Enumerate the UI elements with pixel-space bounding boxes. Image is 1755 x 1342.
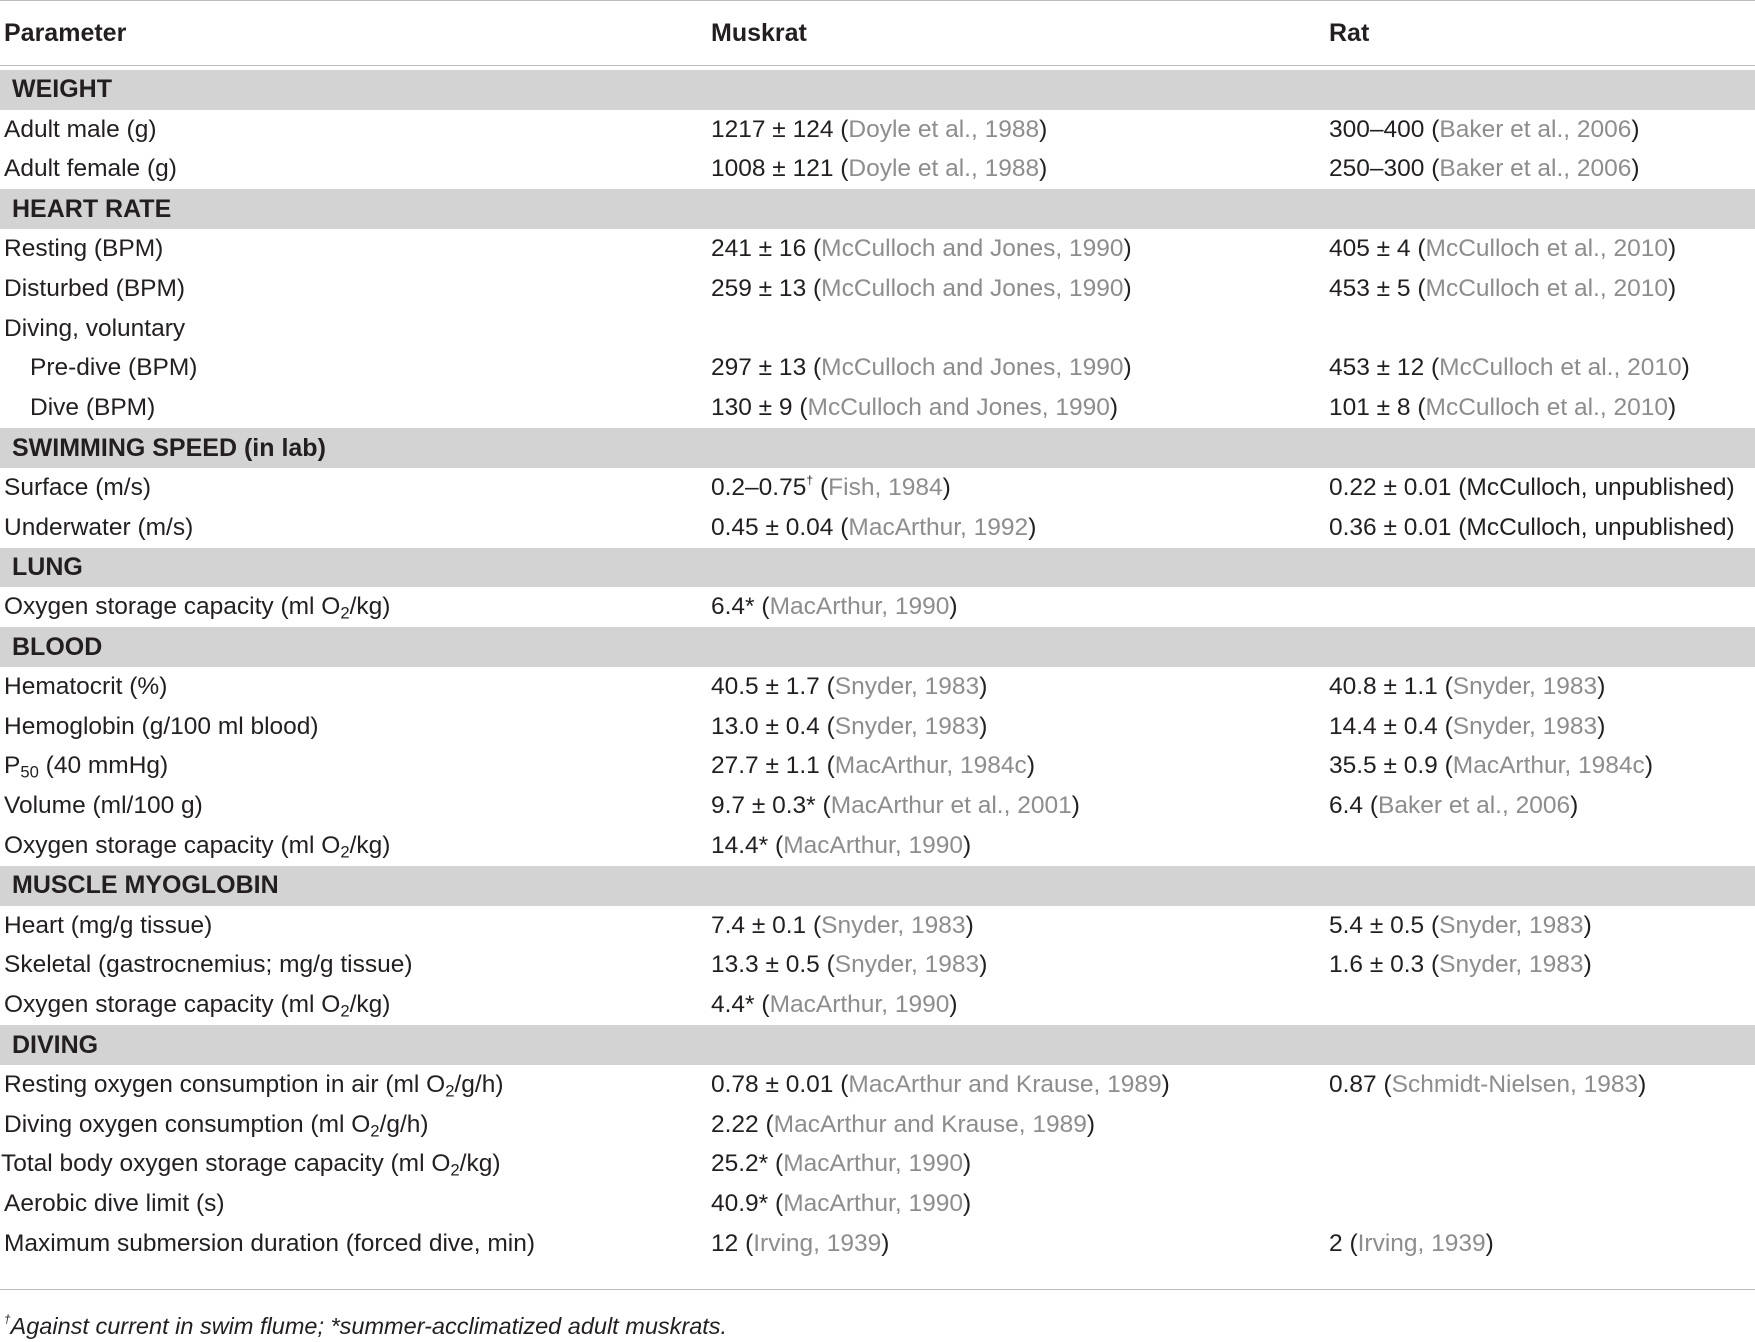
muskrat-value: 9.7 ± 0.3* <box>711 792 816 820</box>
table-row <box>0 468 1755 508</box>
muskrat-value: 0.78 ± 0.01 <box>711 1070 834 1098</box>
parameter-label: Underwater (m/s) <box>4 513 194 541</box>
rat-cell: 405 ± 4 (McCulloch et al., 2010) <box>1329 235 1677 263</box>
table-row <box>0 587 1755 627</box>
section-header: WEIGHT <box>0 70 1755 110</box>
parameter-subscript: 2 <box>340 842 350 862</box>
muskrat-reference: MacArthur and Krause, 1989 <box>848 1070 1162 1098</box>
parameter-cell <box>0 1190 711 1218</box>
table-row <box>0 1145 1755 1185</box>
footnote-dagger: † <box>4 1313 11 1327</box>
parameter-label: Heart (mg/g tissue) <box>4 911 213 939</box>
parameter-label: Maximum submersion duration (forced dive, min) <box>4 1230 536 1257</box>
table-row <box>0 667 1755 707</box>
parameter-cell <box>0 474 711 502</box>
muskrat-cell: 6.4* (MacArthur, 1990) <box>711 593 958 621</box>
parameter-label: Resting oxygen consumption in air (ml O <box>4 1070 446 1098</box>
muskrat-cell: 13.3 ± 0.5 (Snyder, 1983) <box>711 951 988 979</box>
muskrat-reference: Snyder, 1983 <box>834 951 980 979</box>
muskrat-cell: 40.5 ± 1.7 (Snyder, 1983) <box>711 672 988 700</box>
parameter-cell <box>0 354 711 382</box>
rat-cell: 0.36 ± 0.01 (McCulloch, unpublished) <box>1329 513 1735 541</box>
rat-value: 250–300 <box>1329 155 1425 183</box>
muskrat-cell: 9.7 ± 0.3* (MacArthur et al., 2001) <box>711 792 1080 820</box>
section-header: HEART RATE <box>0 189 1755 229</box>
muskrat-reference: MacArthur, 1990 <box>783 1190 963 1218</box>
muskrat-value: 259 ± 13 <box>711 274 807 302</box>
muskrat-cell: 0.45 ± 0.04 (MacArthur, 1992) <box>711 513 1037 541</box>
section-header: MUSCLE MYOGLOBIN <box>0 866 1755 906</box>
parameter-label: P <box>4 752 21 780</box>
parameter-cell <box>0 951 711 979</box>
parameter-label: Total body oxygen storage capacity (ml O <box>1 1150 451 1178</box>
rat-cell: 300–400 (Baker et al., 2006) <box>1329 115 1640 143</box>
rat-value: 0.87 <box>1329 1070 1377 1098</box>
rat-value: 14.4 ± 0.4 <box>1329 712 1438 740</box>
muskrat-cell: 2.22 (MacArthur and Krause, 1989) <box>711 1110 1096 1138</box>
muskrat-reference: MacArthur and Krause, 1989 <box>773 1110 1087 1138</box>
parameter-label: Hemoglobin (g/100 ml blood) <box>4 712 319 740</box>
muskrat-cell: 297 ± 13 (McCulloch and Jones, 1990) <box>711 354 1132 382</box>
table-row <box>0 1105 1755 1145</box>
parameter-label: Pre-dive (BPM) <box>30 354 198 382</box>
muskrat-value: 2.22 <box>711 1110 759 1138</box>
muskrat-cell: 0.78 ± 0.01 (MacArthur and Krause, 1989) <box>711 1070 1170 1098</box>
parameter-label: Dive (BPM) <box>30 394 156 422</box>
parameter-label: Disturbed (BPM) <box>4 274 186 302</box>
rat-value: 6.4 <box>1329 792 1364 820</box>
rat-reference: McCulloch, unpublished <box>1466 473 1727 501</box>
rat-reference: Baker et al., 2006 <box>1439 115 1632 143</box>
parameter-cell <box>0 514 711 542</box>
rat-reference: McCulloch et al., 2010 <box>1425 235 1668 263</box>
muskrat-reference: MacArthur, 1984c <box>834 752 1027 780</box>
rat-value: 453 ± 12 <box>1329 354 1425 382</box>
muskrat-value: 130 ± 9 <box>711 394 793 422</box>
muskrat-cell: 12 (Irving, 1939) <box>711 1230 890 1257</box>
parameter-cell <box>0 394 711 422</box>
muskrat-cell: 13.0 ± 0.4 (Snyder, 1983) <box>711 712 988 740</box>
parameter-cell <box>0 1111 711 1139</box>
parameter-subscript: 50 <box>20 763 39 783</box>
section-header: LUNG <box>0 548 1755 588</box>
parameter-label: Surface (m/s) <box>4 473 152 501</box>
table-row <box>0 388 1755 428</box>
table-row <box>0 229 1755 269</box>
section-header: DIVING <box>0 1025 1755 1065</box>
muskrat-value: 14.4* <box>711 832 769 860</box>
parameter-cell <box>0 1150 708 1181</box>
rat-value: 0.22 ± 0.01 <box>1329 473 1452 501</box>
muskrat-reference: Fish, 1984 <box>828 473 943 501</box>
parameter-label-end: /kg) <box>349 593 391 621</box>
parameter-cell <box>0 235 711 263</box>
muskrat-reference: Doyle et al., 1988 <box>848 115 1040 143</box>
rat-cell: 14.4 ± 0.4 (Snyder, 1983) <box>1329 712 1606 740</box>
muskrat-value: 0.45 ± 0.04 <box>711 513 834 541</box>
muskrat-cell: 27.7 ± 1.1 (MacArthur, 1984c) <box>711 752 1035 780</box>
rat-cell: 2 (Irving, 1939) <box>1329 1230 1494 1257</box>
rat-cell: 1.6 ± 0.3 (Snyder, 1983) <box>1329 951 1592 979</box>
rat-cell: 35.5 ± 0.9 (MacArthur, 1984c) <box>1329 752 1653 780</box>
rat-value: 2 <box>1329 1230 1343 1257</box>
table-row <box>0 269 1755 309</box>
table-row <box>0 747 1755 787</box>
parameter-label: Adult female (g) <box>4 155 177 183</box>
rat-value: 405 ± 4 <box>1329 235 1411 263</box>
rat-reference: MacArthur, 1984c <box>1452 752 1645 780</box>
rat-reference: Snyder, 1983 <box>1452 712 1598 740</box>
muskrat-reference: MacArthur, 1990 <box>769 991 950 1019</box>
table-row <box>0 946 1755 986</box>
muskrat-cell: 130 ± 9 (McCulloch and Jones, 1990) <box>711 394 1119 422</box>
table-row <box>0 786 1755 826</box>
rat-cell: 453 ± 12 (McCulloch et al., 2010) <box>1329 354 1690 382</box>
muskrat-value: 1217 ± 124 <box>711 115 834 143</box>
muskrat-value: 27.7 ± 1.1 <box>711 752 820 780</box>
parameter-cell <box>0 832 711 860</box>
header-rat: Rat <box>1329 18 1370 47</box>
rat-cell: 0.22 ± 0.01 (McCulloch, unpublished) <box>1329 473 1735 501</box>
parameter-subscript: 2 <box>340 603 350 623</box>
table-row <box>0 508 1755 548</box>
parameter-cell <box>0 155 711 183</box>
muskrat-value: 241 ± 16 <box>711 235 807 263</box>
parameter-label: Skeletal (gastrocnemius; mg/g tissue) <box>4 951 413 979</box>
parameter-label: Oxygen storage capacity (ml O <box>4 593 341 621</box>
parameter-label-end: /kg) <box>349 991 391 1019</box>
rat-value: 1.6 ± 0.3 <box>1329 951 1425 979</box>
rat-reference: McCulloch et al., 2010 <box>1425 394 1668 422</box>
parameter-subscript: 2 <box>370 1121 380 1141</box>
parameter-subscript: 2 <box>445 1081 455 1101</box>
section-header: SWIMMING SPEED (in lab) <box>0 428 1755 468</box>
rat-cell: 5.4 ± 0.5 (Snyder, 1983) <box>1329 911 1592 939</box>
table-body <box>0 70 1755 1264</box>
parameter-label-end: /kg) <box>459 1150 501 1178</box>
parameter-cell <box>0 912 711 940</box>
table-row <box>0 906 1755 946</box>
muskrat-cell: 0.2–0.75† (Fish, 1984) <box>711 472 951 501</box>
rat-reference: Snyder, 1983 <box>1439 911 1584 939</box>
muskrat-reference: MacArthur, 1990 <box>783 832 963 860</box>
parameter-label-end: /g/h) <box>454 1070 504 1098</box>
dagger-mark: † <box>806 472 814 487</box>
muskrat-value: 4.4* <box>711 991 755 1019</box>
muskrat-value: 13.3 ± 0.5 <box>711 951 820 979</box>
muskrat-cell: 1217 ± 124 (Doyle et al., 1988) <box>711 115 1048 143</box>
table-row <box>0 707 1755 747</box>
table-row <box>0 349 1755 389</box>
section-header: BLOOD <box>0 627 1755 667</box>
muskrat-cell: 259 ± 13 (McCulloch and Jones, 1990) <box>711 274 1132 302</box>
parameter-cell <box>0 991 711 1019</box>
table-row <box>0 1065 1755 1105</box>
muskrat-reference: McCulloch and Jones, 1990 <box>807 394 1110 422</box>
muskrat-cell: 40.9* (MacArthur, 1990) <box>711 1190 972 1218</box>
parameter-label-end: /g/h) <box>379 1110 429 1138</box>
rat-reference: Irving, 1939 <box>1357 1230 1486 1257</box>
rat-reference: McCulloch et al., 2010 <box>1439 354 1682 382</box>
table-row <box>0 110 1755 150</box>
muskrat-reference: MacArthur, 1990 <box>769 593 950 621</box>
rat-value: 101 ± 8 <box>1329 394 1411 422</box>
muskrat-value: 1008 ± 121 <box>711 155 834 183</box>
parameter-label: Aerobic dive limit (s) <box>4 1190 225 1218</box>
parameter-cell <box>0 713 711 741</box>
parameter-label-end: (40 mmHg) <box>38 752 169 780</box>
table-row <box>0 150 1755 190</box>
muskrat-reference: Doyle et al., 1988 <box>848 155 1040 183</box>
parameter-label-end: /kg) <box>349 832 391 860</box>
parameter-cell <box>0 116 711 144</box>
muskrat-value: 13.0 ± 0.4 <box>711 712 820 740</box>
table-row <box>0 309 1755 349</box>
rat-value: 40.8 ± 1.1 <box>1329 672 1438 700</box>
header-muskrat: Muskrat <box>711 18 807 47</box>
rat-reference: Schmidt-Nielsen, 1983 <box>1391 1070 1639 1098</box>
parameter-label: Volume (ml/100 g) <box>4 792 203 820</box>
rat-reference: Baker et al., 2006 <box>1378 792 1571 820</box>
rat-reference: Baker et al., 2006 <box>1439 155 1632 183</box>
muskrat-cell: 1008 ± 121 (Doyle et al., 1988) <box>711 155 1048 183</box>
rat-value: 0.36 ± 0.01 <box>1329 513 1452 541</box>
parameter-subscript: 2 <box>340 1001 350 1021</box>
muskrat-value: 297 ± 13 <box>711 354 807 382</box>
parameter-cell <box>0 275 711 303</box>
parameter-cell <box>0 1230 711 1258</box>
rat-value: 35.5 ± 0.9 <box>1329 752 1438 780</box>
table-row <box>0 985 1755 1025</box>
rat-value: 5.4 ± 0.5 <box>1329 911 1425 939</box>
muskrat-value: 6.4* <box>711 593 755 621</box>
rat-cell: 250–300 (Baker et al., 2006) <box>1329 155 1640 183</box>
muskrat-reference: McCulloch and Jones, 1990 <box>821 354 1124 382</box>
header-parameter: Parameter <box>4 18 127 47</box>
footnote-text: Against current in swim flume; *summer-acclimatized adult muskrats. <box>10 1313 728 1339</box>
parameter-label: Diving, voluntary <box>4 314 186 342</box>
muskrat-reference: MacArthur et al., 2001 <box>830 792 1072 820</box>
parameter-subscript: 2 <box>450 1161 460 1181</box>
parameter-label: Resting (BPM) <box>4 235 164 263</box>
rat-reference: Snyder, 1983 <box>1452 672 1598 700</box>
table-header-row <box>0 1 1755 66</box>
parameter-cell <box>0 593 711 621</box>
muskrat-value: 0.2–0.75 <box>711 473 807 501</box>
parameter-label: Adult male (g) <box>4 115 157 143</box>
muskrat-reference: Snyder, 1983 <box>834 672 980 700</box>
muskrat-reference: McCulloch and Jones, 1990 <box>821 274 1124 302</box>
muskrat-reference: Irving, 1939 <box>753 1230 882 1257</box>
muskrat-cell: 25.2* (MacArthur, 1990) <box>711 1150 972 1178</box>
rat-reference: McCulloch, unpublished <box>1466 513 1727 541</box>
muskrat-cell: 7.4 ± 0.1 (Snyder, 1983) <box>711 911 974 939</box>
table-row <box>0 826 1755 866</box>
rat-reference: McCulloch et al., 2010 <box>1425 274 1668 302</box>
parameter-cell <box>0 792 711 820</box>
rat-value: 300–400 <box>1329 115 1425 143</box>
parameter-label: Oxygen storage capacity (ml O <box>4 991 341 1019</box>
muskrat-reference: Snyder, 1983 <box>834 712 980 740</box>
parameter-label: Diving oxygen consumption (ml O <box>4 1110 371 1138</box>
parameter-cell <box>0 1071 711 1099</box>
table-bottom-rule <box>0 1289 1755 1290</box>
rat-cell: 453 ± 5 (McCulloch et al., 2010) <box>1329 274 1677 302</box>
table-row <box>0 1184 1755 1224</box>
table-footnote <box>4 1313 727 1340</box>
muskrat-value: 40.9* <box>711 1190 769 1218</box>
table-row <box>0 1224 1755 1264</box>
rat-reference: Snyder, 1983 <box>1439 951 1584 979</box>
muskrat-reference: Snyder, 1983 <box>821 911 966 939</box>
parameter-label: Hematocrit (%) <box>4 672 168 700</box>
rat-value: 453 ± 5 <box>1329 274 1411 302</box>
parameter-cell <box>0 315 711 343</box>
muskrat-value: 25.2* <box>711 1150 769 1178</box>
muskrat-reference: MacArthur, 1992 <box>848 513 1029 541</box>
muskrat-reference: MacArthur, 1990 <box>783 1150 963 1178</box>
rat-cell: 101 ± 8 (McCulloch et al., 2010) <box>1329 394 1677 422</box>
parameter-label: Oxygen storage capacity (ml O <box>4 832 341 860</box>
muskrat-cell: 14.4* (MacArthur, 1990) <box>711 832 972 860</box>
muskrat-value: 12 <box>711 1230 739 1257</box>
muskrat-cell: 241 ± 16 (McCulloch and Jones, 1990) <box>711 235 1132 263</box>
muskrat-cell: 4.4* (MacArthur, 1990) <box>711 991 958 1019</box>
rat-cell: 6.4 (Baker et al., 2006) <box>1329 792 1579 820</box>
rat-cell: 0.87 (Schmidt-Nielsen, 1983) <box>1329 1070 1647 1098</box>
parameter-cell <box>0 752 711 783</box>
muskrat-value: 7.4 ± 0.1 <box>711 911 807 939</box>
muskrat-value: 40.5 ± 1.7 <box>711 672 820 700</box>
parameter-cell <box>0 673 711 701</box>
muskrat-reference: McCulloch and Jones, 1990 <box>821 235 1124 263</box>
rat-cell: 40.8 ± 1.1 (Snyder, 1983) <box>1329 672 1606 700</box>
